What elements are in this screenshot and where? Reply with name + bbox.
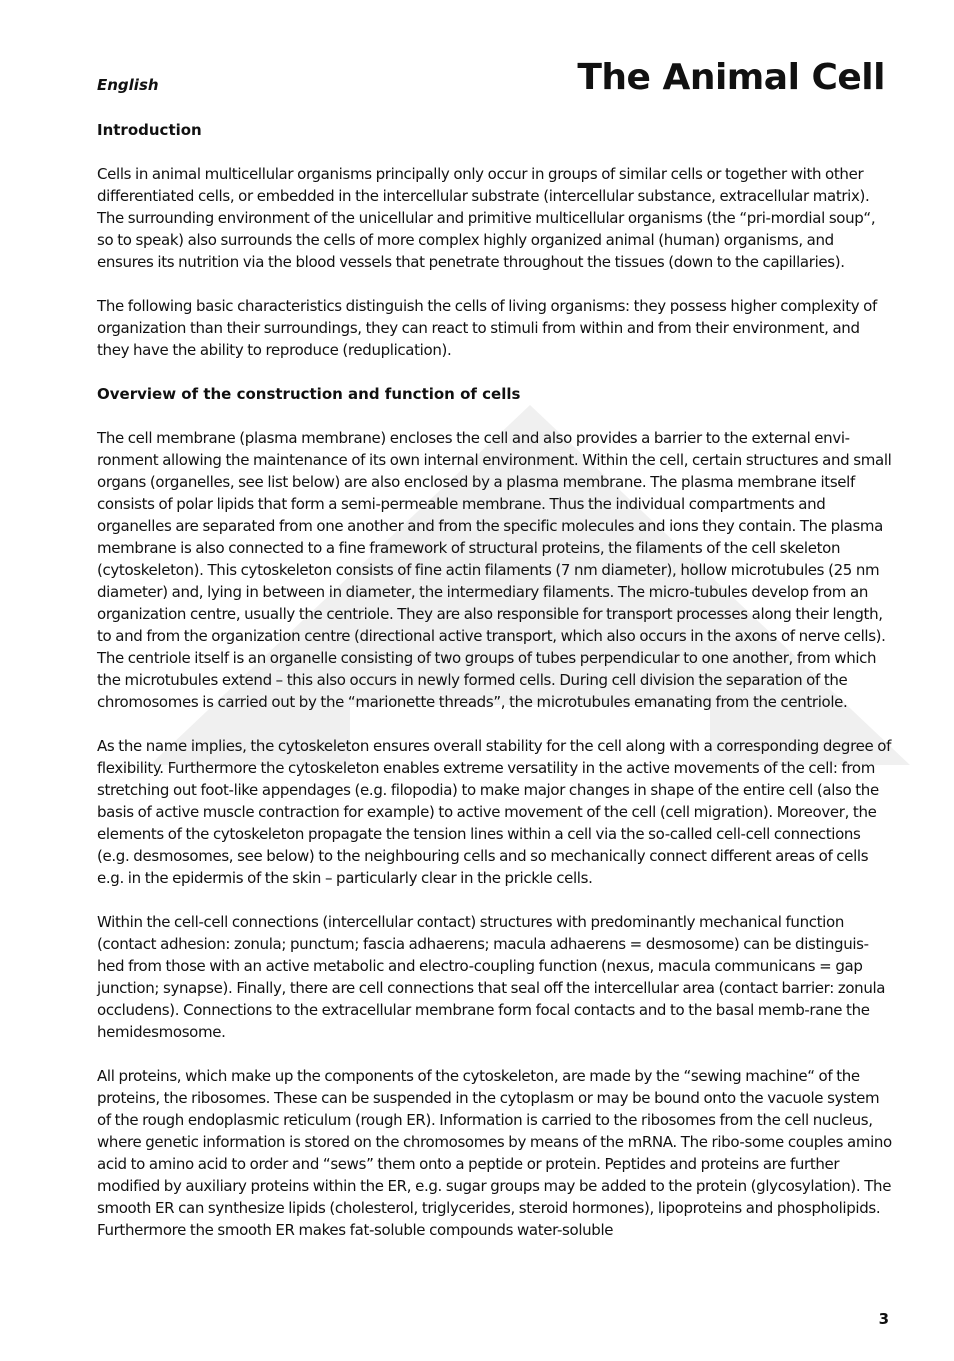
section-overview [97,383,893,1241]
paragraph: The cell membrane (plasma membrane) encloses the cell and also provides a barrier to the external envi-ronment allowing the maintenance of its own internal environment. Within the cell, certain structures and small organs (organelles, see list below) are also enclosed by a plasma membrane. The plasma membrane itself consists of polar lipids that form a semi-permeable membrane. Thus the individual compartments and organelles are separated from one another and from the specific molecules and ions they contain. The plasma membrane is also connected to a fine framework of structural proteins, the filaments of the cell skeleton (cytoskeleton). This cytoskeleton consists of fine actin filaments (7 nm diameter), hollow microtubules (25 nm diameter) and, lying in between in diameter, the intermediary filaments. The micro-tubules develop from an organization centre, usually the centriole. They are also responsible for transport processes along their length, to and from the organization centre (directional active transport, which also occurs in the axons of nerve cells). The centriole itself is an organelle consisting of two groups of tubes perpendicular to one another, from which the microtubules extend – this also occurs in newly formed cells. During cell division the separation of the chromosomes is carried out by the “marionette threads”, the microtubules emanating from the centriole. [97,429,892,711]
paragraph: All proteins, which make up the components of the cytoskeleton, are made by the “sewing machine“ of the proteins, the ribosomes. These can be suspended in the cytoplasm or may be bound onto the vacuole system of the rough endoplasmic reticulum (rough ER). Information is carried to the ribosomes from the cell nucleus, where genetic information is stored on the chromosomes by means of the mRNA. The ribo-some couples amino acid to amino acid to order and “sews” them onto a peptide or protein. Peptides and proteins are further modified by auxiliary proteins within the ER, e.g. sugar groups may be added to the protein (glycosylation). The smooth ER can synthesize lipids (cholesterol, triglycerides, steroid hormones), lipoproteins and phospholipids. Furthermore the smooth ER makes fat-soluble compounds water-soluble [97,1067,892,1239]
page-number: 3 [878,1310,889,1328]
language-label: English [97,76,159,94]
paragraph: The following basic characteristics distinguish the cells of living organisms: they possess higher complexity of organization than their surroundings, they can react to stimuli from within and from their environment, and they have the ability to reproduce (reduplication). [97,297,877,359]
paragraph: As the name implies, the cytoskeleton ensures overall stability for the cell along with a corresponding degree of flexibility. Furthermore the cytoskeleton enables extreme versatility in the active movements of the cell: from stretching out foot-like appendages (e.g. filopodia) to make major changes in shape of the entire cell (also the basis of active muscle contraction for example) to active movement of the cell (cell migration). Moreover, the elements of the cytoskeleton propagate the tension lines within a cell via the so-called cell-cell connections (e.g. desmosomes, see below) to the neighbouring cells and so mechanically connect different areas of cells e.g. in the epidermis of the skin – particularly clear in the prickle cells. [97,737,892,887]
document-body [97,119,893,1263]
page-title: The Animal Cell [577,57,885,98]
paragraph: Cells in animal multicellular organisms principally only occur in groups of similar cells or together with other differentiated cells, or embedded in the intercellular substrate (intercellular substance, extracellular matrix). The surrounding environment of the unicellular and primitive multicellular organisms (the “pri-mordial soup“, so to speak) also surrounds the cells of more complex highly organized animal (human) organisms, and ensures its nutrition via the blood vessels that penetrate throughout the tissues (down to the capillaries). [97,165,876,271]
paragraph: Within the cell-cell connections (intercellular contact) structures with predominantly mechanical function (contact adhesion: zonula; punctum; fascia adhaerens; macula adhaerens = desmosome) can be distinguis-hed from those with an active metabolic and electro-coupling function (nexus, macula communicans = gap junction; synapse). Finally, there are cell connections that seal off the intercellular area (contact barrier: zonula occludens). Connections to the extracellular membrane form focal contacts and to the basal memb-rane the hemidesmosome. [97,913,886,1041]
section-heading: Overview of the construction and function of cells [97,385,521,403]
section-heading: Introduction [97,121,202,139]
section-introduction [97,119,893,361]
